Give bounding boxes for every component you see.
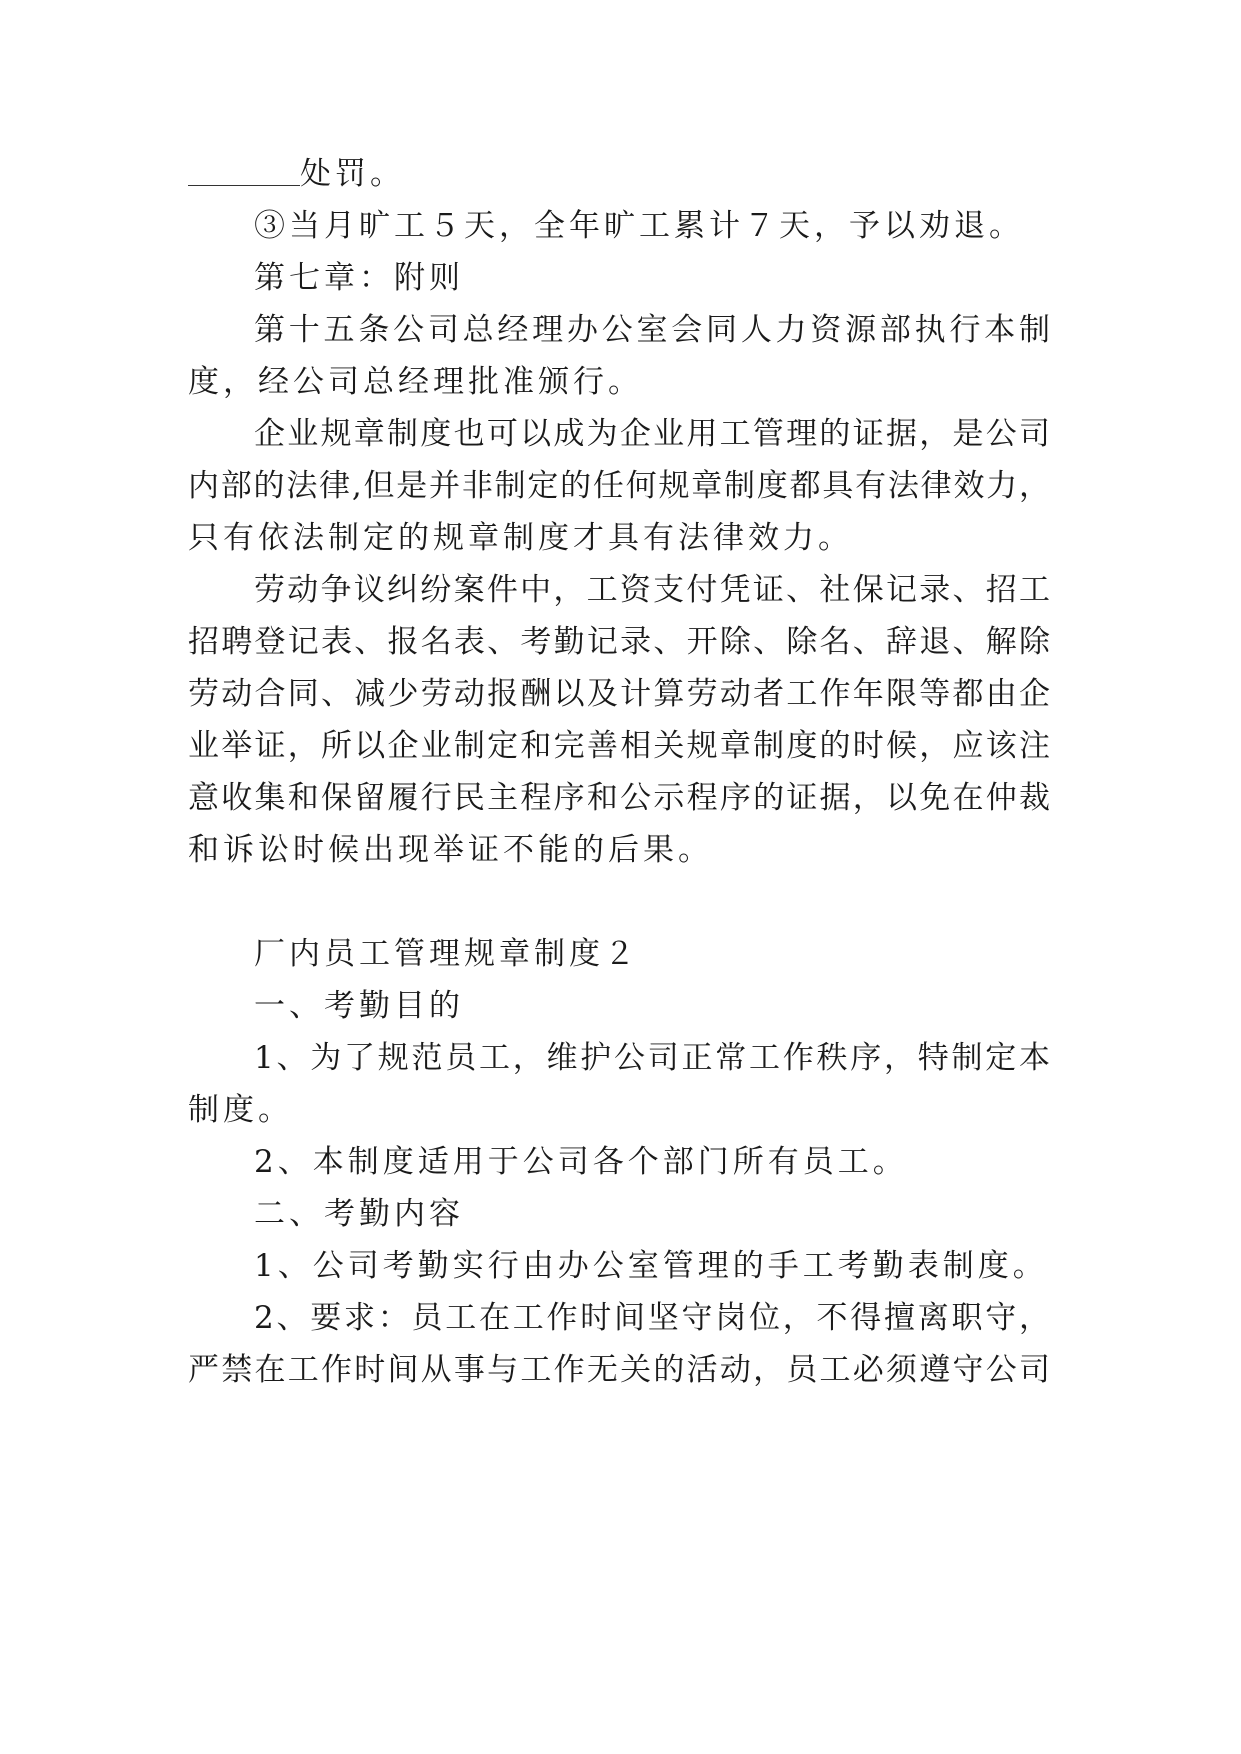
paragraph-line: 劳动争议纠纷案件中，工资支付凭证、社保记录、招工 — [254, 572, 1050, 608]
paragraph-line: 严禁在工作时间从事与工作无关的活动，员工必须遵守公司 — [188, 1352, 1050, 1388]
chapter-heading — [188, 258, 464, 298]
paragraph-line — [188, 518, 853, 558]
paragraph-line — [188, 362, 643, 402]
paragraph-line — [188, 1142, 908, 1182]
paragraph-line — [188, 206, 1024, 246]
section-title — [188, 934, 639, 974]
paragraph-line: 企业规章制度也可以成为企业用工管理的证据，是公司 — [254, 416, 1050, 452]
line-text: 厂内员工管理规章制度２ — [254, 936, 639, 972]
line-text: 只有依法制定的规章制度才具有法律效力。 — [188, 520, 853, 556]
paragraph-line — [188, 1090, 293, 1130]
paragraph-line: 业举证，所以企业制定和完善相关规章制度的时候，应该注 — [188, 728, 1050, 764]
paragraph-line: 2、要求：员工在工作时间坚守岗位，不得擅离职守， — [254, 1300, 1050, 1336]
line-text: 度，经公司总经理批准颁行。 — [188, 364, 643, 400]
paragraph-line — [188, 1246, 1048, 1286]
section-heading — [188, 986, 464, 1026]
paragraph-line: 招聘登记表、报名表、考勤记录、开除、除名、辞退、解除 — [188, 624, 1050, 660]
line-text: 和诉讼时候出现举证不能的后果。 — [188, 832, 713, 868]
line-text: 2、本制度适用于公司各个部门所有员工。 — [254, 1144, 908, 1180]
paragraph-line: 劳动合同、减少劳动报酬以及计算劳动者工作年限等都由企 — [188, 676, 1050, 712]
paragraph-line: 内部的法律,但是并非制定的任何规章制度都具有法律效力， — [188, 468, 1050, 504]
line-text: 第七章：附则 — [254, 260, 464, 296]
fill-blank — [188, 155, 300, 186]
paragraph-line: 第十五条公司总经理办公室会同人力资源部执行本制 — [254, 312, 1050, 348]
line-text: 制度。 — [188, 1092, 293, 1128]
paragraph-line: 意收集和保留履行民主程序和公示程序的证据，以免在仲裁 — [188, 780, 1050, 816]
paragraph-line — [188, 154, 405, 194]
line-text: 一、考勤目的 — [254, 988, 464, 1024]
paragraph-line — [188, 830, 713, 870]
line-text: 1、公司考勤实行由办公室管理的手工考勤表制度。 — [254, 1248, 1048, 1284]
section-heading — [188, 1194, 464, 1234]
line-text: 处罚。 — [300, 156, 405, 192]
line-text: ③当月旷工５天，全年旷工累计７天，予以劝退。 — [254, 208, 1024, 244]
line-text: 二、考勤内容 — [254, 1196, 464, 1232]
paragraph-line: 1、为了规范员工，维护公司正常工作秩序，特制定本 — [254, 1040, 1050, 1076]
